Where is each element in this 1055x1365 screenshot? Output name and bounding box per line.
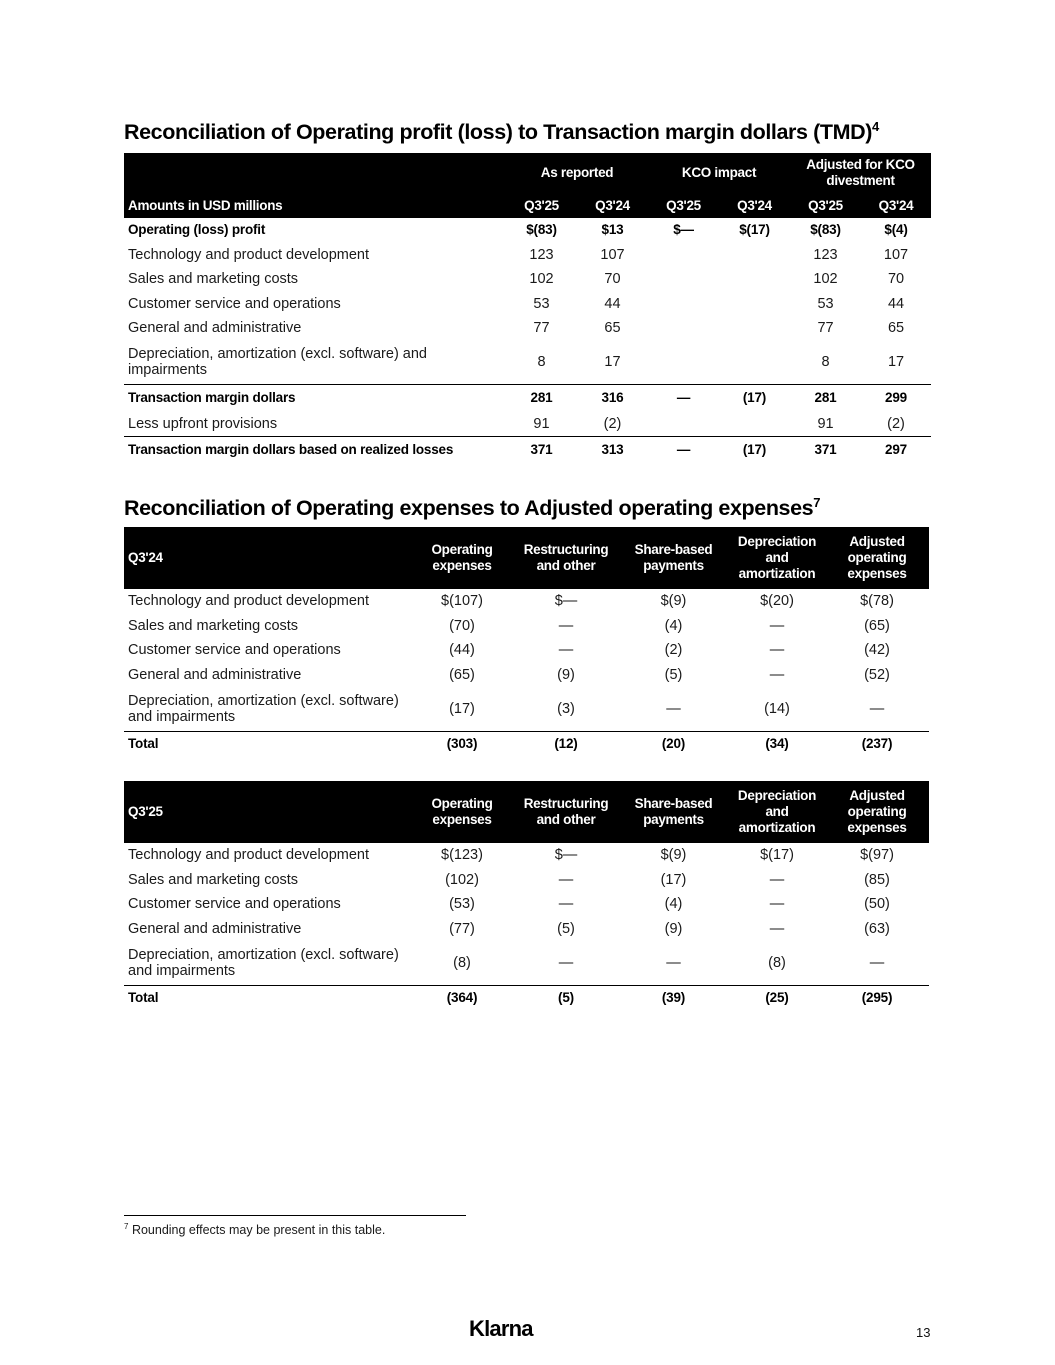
row-label: General and administrative bbox=[128, 666, 302, 683]
row-value: 102 bbox=[529, 271, 554, 288]
row-value: 313 bbox=[577, 436, 648, 463]
row-value: (12) bbox=[514, 731, 618, 756]
table-row bbox=[124, 892, 929, 917]
row-value: 107 bbox=[600, 246, 625, 263]
table-row bbox=[124, 589, 929, 614]
row-value: 299 bbox=[861, 385, 931, 412]
row-value: (2) bbox=[887, 415, 905, 432]
tmd-col-header: Q3'24 bbox=[861, 193, 931, 218]
opex-q3-25-header-row bbox=[124, 781, 929, 843]
row-label: General and administrative bbox=[128, 320, 302, 337]
row-value: — bbox=[648, 385, 719, 412]
table-row bbox=[124, 292, 931, 317]
row-value bbox=[719, 341, 790, 385]
opex-reconciliation-title bbox=[124, 496, 820, 521]
row-label: Transaction margin dollars bbox=[124, 385, 506, 412]
row-value: (303) bbox=[410, 731, 514, 756]
row-value: (14) bbox=[764, 700, 790, 717]
row-value bbox=[648, 267, 719, 292]
row-value: — bbox=[666, 954, 681, 971]
row-value: $(9) bbox=[660, 847, 687, 864]
opex-col-header: Adjusted operating expenses bbox=[825, 781, 929, 843]
row-value: (52) bbox=[864, 666, 890, 683]
table-row bbox=[124, 917, 929, 942]
row-label: Sales and marketing costs bbox=[128, 871, 299, 888]
row-value: (77) bbox=[449, 920, 475, 937]
row-value: $— bbox=[673, 222, 694, 238]
row-label: Less upfront provisions bbox=[128, 415, 278, 432]
row-value: (17) bbox=[660, 871, 687, 888]
table-row bbox=[124, 663, 929, 688]
opex-q3-25-table bbox=[124, 781, 929, 1010]
row-value bbox=[719, 412, 790, 437]
opex-q3-24-header-row bbox=[124, 527, 929, 589]
row-label: Technology and product development bbox=[128, 847, 370, 864]
row-value: — bbox=[558, 617, 574, 634]
row-value: (5) bbox=[557, 920, 575, 937]
tmd-column-header-row bbox=[124, 193, 931, 218]
row-value: $— bbox=[554, 847, 578, 864]
row-value: (65) bbox=[864, 617, 890, 634]
table-row bbox=[124, 614, 929, 639]
row-value: $(17) bbox=[760, 847, 794, 864]
row-value: 44 bbox=[887, 295, 905, 312]
tmd-group-kco-impact: KCO impact bbox=[648, 153, 790, 193]
row-value: — bbox=[558, 642, 574, 659]
table-row bbox=[124, 436, 931, 463]
row-value: 17 bbox=[887, 354, 905, 371]
table-row bbox=[124, 243, 931, 268]
row-value: (39) bbox=[618, 985, 729, 1010]
opex-col-header: Adjusted operating expenses bbox=[825, 527, 929, 589]
row-value: 70 bbox=[604, 271, 621, 288]
row-value: (364) bbox=[410, 985, 514, 1010]
row-value: $(9) bbox=[660, 593, 687, 610]
row-label: Customer service and operations bbox=[128, 642, 341, 659]
row-label: Technology and product development bbox=[128, 246, 370, 263]
tmd-col-header: Q3'25 bbox=[648, 193, 719, 218]
row-value: (5) bbox=[514, 985, 618, 1010]
table-row bbox=[124, 941, 929, 985]
row-value: $(83) bbox=[810, 222, 841, 238]
footnote-marker: 7 bbox=[124, 1222, 129, 1231]
table-row bbox=[124, 731, 929, 756]
tmd-title-footnote-ref: 4 bbox=[872, 118, 879, 134]
opex-title-text: Reconciliation of Operating expenses to Adjusted operating expenses bbox=[124, 496, 814, 520]
row-value: (17) bbox=[449, 700, 475, 717]
row-value: 107 bbox=[883, 246, 909, 263]
row-value: (25) bbox=[729, 985, 825, 1010]
tmd-group-header-row bbox=[124, 153, 931, 193]
row-label: Total bbox=[124, 731, 410, 756]
row-value: (53) bbox=[449, 896, 475, 913]
opex-title-footnote-ref: 7 bbox=[813, 494, 821, 510]
row-value bbox=[719, 316, 790, 341]
opex-col-header: Depreciation and amortization bbox=[729, 527, 825, 589]
row-value bbox=[648, 341, 719, 385]
row-value: — bbox=[769, 666, 785, 683]
row-value: $(97) bbox=[860, 847, 894, 864]
klarna-logo: Klarna bbox=[469, 1316, 533, 1341]
row-value: (4) bbox=[664, 896, 683, 913]
opex-q3-24-body bbox=[124, 589, 929, 756]
tmd-title-text: Reconciliation of Operating profit (loss) to Transaction margin dollars (TMD) bbox=[124, 120, 873, 144]
row-value: $(4) bbox=[884, 222, 908, 238]
table-row bbox=[124, 412, 931, 437]
row-value: 123 bbox=[813, 246, 838, 263]
row-value: $(20) bbox=[760, 593, 794, 610]
opex-col-header: Operating expenses bbox=[410, 781, 514, 843]
row-value: (17) bbox=[719, 385, 790, 412]
row-value: $(123) bbox=[441, 847, 483, 864]
row-value bbox=[648, 292, 719, 317]
row-value: 53 bbox=[817, 295, 834, 312]
table-row bbox=[124, 316, 931, 341]
row-value: 8 bbox=[821, 354, 830, 371]
row-value: (102) bbox=[445, 871, 479, 888]
table-row bbox=[124, 638, 929, 663]
tmd-header-blank bbox=[124, 153, 506, 193]
tmd-reconciliation-table bbox=[124, 153, 931, 463]
table-row bbox=[124, 385, 931, 412]
row-value: $— bbox=[554, 593, 578, 610]
row-label: Sales and marketing costs bbox=[128, 617, 299, 634]
row-label: Customer service and operations bbox=[128, 896, 341, 913]
row-value bbox=[719, 243, 790, 268]
row-value: (9) bbox=[557, 666, 575, 683]
row-label: Total bbox=[124, 985, 410, 1010]
row-value: (50) bbox=[864, 896, 890, 913]
footnote-divider bbox=[124, 1215, 466, 1216]
row-value: (42) bbox=[864, 642, 890, 659]
opex-col-header: Share-based payments bbox=[618, 527, 729, 589]
row-value: — bbox=[869, 954, 885, 971]
row-value: — bbox=[558, 954, 574, 971]
row-value: 65 bbox=[887, 320, 905, 337]
opex-col-header: Restructuring and other bbox=[514, 781, 618, 843]
row-value: 70 bbox=[887, 271, 905, 288]
opex-col-header: Depreciation and amortization bbox=[729, 781, 825, 843]
opex-period-label: Q3'25 bbox=[124, 781, 410, 843]
tmd-col-header: Q3'25 bbox=[790, 193, 861, 218]
row-value: $(17) bbox=[739, 222, 770, 238]
tmd-reconciliation-title bbox=[124, 120, 879, 145]
row-value: (5) bbox=[664, 666, 683, 683]
tmd-group-adjusted: Adjusted for KCO divestment bbox=[790, 153, 931, 193]
row-value: 77 bbox=[817, 320, 834, 337]
row-value: — bbox=[769, 896, 785, 913]
row-value: 371 bbox=[790, 436, 861, 463]
row-value: — bbox=[558, 896, 574, 913]
tmd-amounts-label: Amounts in USD millions bbox=[124, 193, 506, 218]
opex-col-header: Share-based payments bbox=[618, 781, 729, 843]
row-value: — bbox=[666, 700, 681, 717]
row-value: (70) bbox=[449, 617, 475, 634]
row-label: Customer service and operations bbox=[128, 295, 341, 312]
table-row bbox=[124, 341, 931, 385]
row-value: (34) bbox=[729, 731, 825, 756]
row-value: (17) bbox=[719, 436, 790, 463]
row-value: — bbox=[558, 871, 574, 888]
row-value: 8 bbox=[537, 354, 546, 371]
row-value: — bbox=[648, 436, 719, 463]
row-value: 65 bbox=[604, 320, 621, 337]
row-value: — bbox=[769, 871, 785, 888]
row-value bbox=[648, 243, 719, 268]
row-value: (4) bbox=[664, 617, 683, 634]
row-value: — bbox=[769, 920, 785, 937]
footnote bbox=[124, 1222, 385, 1237]
table-row bbox=[124, 687, 929, 731]
footnote-text: Rounding effects may be present in this table. bbox=[131, 1223, 386, 1238]
row-value bbox=[719, 292, 790, 317]
row-value: (85) bbox=[864, 871, 890, 888]
row-value: $(83) bbox=[526, 222, 557, 238]
row-value: 44 bbox=[604, 295, 621, 312]
row-value: — bbox=[769, 642, 785, 659]
row-value: — bbox=[869, 700, 885, 717]
opex-col-header: Operating expenses bbox=[410, 527, 514, 589]
row-value: 53 bbox=[533, 295, 550, 312]
row-label: General and administrative bbox=[128, 920, 302, 937]
row-value: (2) bbox=[664, 642, 683, 659]
row-label: Depreciation, amortization (excl. software) and impairments bbox=[128, 346, 427, 379]
row-value: (9) bbox=[664, 920, 683, 937]
row-value: (65) bbox=[449, 666, 475, 683]
row-value: $13 bbox=[601, 222, 624, 238]
row-label: Depreciation, amortization (excl. software) and impairments bbox=[128, 692, 399, 725]
row-value: 316 bbox=[577, 385, 648, 412]
row-label: Technology and product development bbox=[128, 593, 370, 610]
row-value: 91 bbox=[817, 415, 834, 432]
row-value: (8) bbox=[768, 954, 786, 971]
row-value: 77 bbox=[533, 320, 550, 337]
row-value: (237) bbox=[825, 731, 929, 756]
tmd-table-body bbox=[124, 218, 931, 463]
row-value: $(78) bbox=[860, 593, 894, 610]
opex-q3-25-body bbox=[124, 843, 929, 1010]
row-label: Sales and marketing costs bbox=[128, 271, 299, 288]
row-value: 102 bbox=[813, 271, 838, 288]
row-value: (8) bbox=[453, 954, 471, 971]
row-value: (20) bbox=[618, 731, 729, 756]
row-label: Transaction margin dollars based on realized losses bbox=[124, 436, 506, 463]
table-row bbox=[124, 985, 929, 1010]
tmd-col-header: Q3'24 bbox=[577, 193, 648, 218]
row-label: Depreciation, amortization (excl. software) and impairments bbox=[128, 946, 399, 979]
row-label: Operating (loss) profit bbox=[128, 222, 266, 238]
tmd-group-as-reported: As reported bbox=[506, 153, 648, 193]
row-value: 91 bbox=[533, 415, 550, 432]
row-value: (63) bbox=[864, 920, 890, 937]
row-value: (44) bbox=[449, 642, 475, 659]
opex-col-header: Restructuring and other bbox=[514, 527, 618, 589]
row-value: 281 bbox=[506, 385, 577, 412]
table-row bbox=[124, 267, 931, 292]
opex-period-label: Q3'24 bbox=[124, 527, 410, 589]
table-row bbox=[124, 868, 929, 893]
tmd-col-header: Q3'25 bbox=[506, 193, 577, 218]
row-value: 123 bbox=[529, 246, 554, 263]
row-value: 371 bbox=[506, 436, 577, 463]
row-value bbox=[648, 316, 719, 341]
row-value: $(107) bbox=[441, 593, 483, 610]
row-value: 297 bbox=[861, 436, 931, 463]
tmd-col-header: Q3'24 bbox=[719, 193, 790, 218]
row-value: (295) bbox=[825, 985, 929, 1010]
table-row bbox=[124, 218, 931, 243]
opex-q3-24-table bbox=[124, 527, 929, 756]
table-row bbox=[124, 843, 929, 868]
page-number: 13 bbox=[916, 1325, 931, 1340]
row-value: (2) bbox=[603, 415, 622, 432]
row-value bbox=[648, 412, 719, 437]
row-value: 281 bbox=[790, 385, 861, 412]
row-value bbox=[719, 267, 790, 292]
row-value: (3) bbox=[557, 700, 575, 717]
row-value: — bbox=[769, 617, 785, 634]
row-value: 17 bbox=[604, 354, 621, 371]
